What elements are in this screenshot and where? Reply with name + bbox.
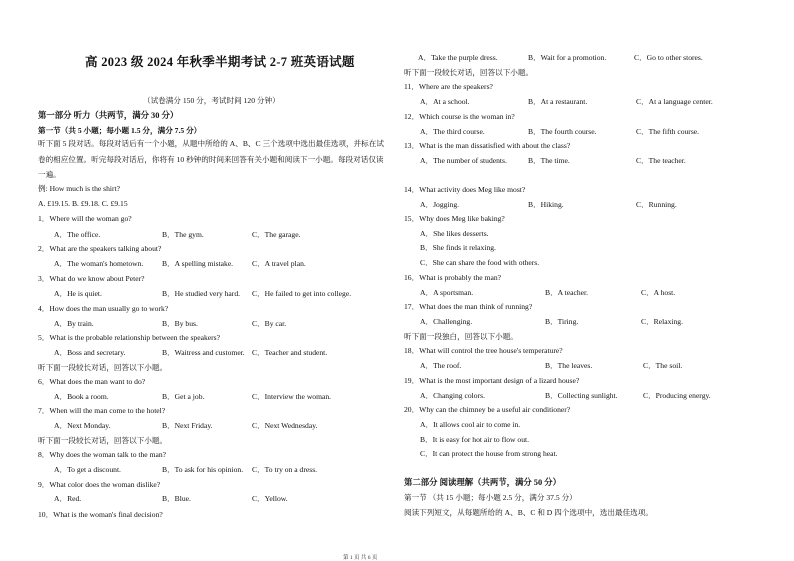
option-b: B．The gym.: [162, 230, 204, 239]
page-title: 高 2023 级 2024 年秋季半期考试 2-7 班英语试题: [85, 55, 355, 69]
option-b: B．Next Friday.: [162, 421, 213, 430]
option-b: B．The fourth course.: [528, 127, 597, 136]
option-b: B．Tiring.: [545, 317, 579, 326]
listening-instruction: 听下面一段较长对话，回答以下小题。: [38, 436, 168, 445]
question: 16．What is probably the man?: [404, 273, 502, 282]
option-c: C．The teacher.: [636, 156, 686, 165]
option-b: B．Waitress and customer.: [162, 348, 245, 357]
example-options: A. £19.15. B. £9.18. C. £9.15: [38, 199, 128, 208]
part2-instructions: 阅读下列短文，从每题所给的 A、B、C 和 D 四个选项中，选出最佳选项。: [404, 508, 653, 517]
option-b: B．A teacher.: [545, 288, 589, 297]
listening-instruction: 听下面一段较长对话，回答以下小题。: [38, 363, 168, 372]
question: 8．Why does the woman talk to the man?: [38, 450, 167, 459]
option-a: A．The roof.: [420, 361, 462, 370]
part2-heading: 第二部分 阅读理解（共两节，满分 50 分）: [404, 478, 562, 487]
question: 10．What is the woman's final decision?: [38, 510, 163, 519]
question: 1．Where will the woman go?: [38, 214, 132, 223]
option-c: C．The garage.: [252, 230, 301, 239]
option-b: B．To ask for his opinion.: [162, 465, 244, 474]
option-b: B．Collecting sunlight.: [545, 391, 618, 400]
question: 7．When will the man come to the hotel?: [38, 406, 166, 415]
question: 12．Which course is the woman in?: [404, 112, 515, 121]
option-c: C．She can share the food with others.: [420, 258, 540, 267]
option-c: C．At a language center.: [636, 97, 713, 106]
option-a: A．The woman's hometown.: [54, 259, 144, 268]
option-a: A．The third course.: [420, 127, 485, 136]
exam-info: （试卷满分 150 分，考试时间 120 分钟）: [143, 96, 280, 105]
example-question: 例: How much is the shirt?: [38, 184, 121, 193]
option-b: B．At a restaurant.: [528, 97, 588, 106]
option-c: C．Interview the woman.: [252, 392, 332, 401]
option-c: C．To try on a dress.: [252, 465, 318, 474]
question: 15．Why does Meg like baking?: [404, 214, 505, 223]
part1-section1: 第一节（共 5 小题；每小题 1.5 分，满分 7.5 分）: [38, 126, 202, 135]
option-a: A．The office.: [54, 230, 101, 239]
option-b: B．She finds it relaxing.: [420, 243, 496, 252]
option-c: C．The fifth course.: [636, 127, 700, 136]
option-b: B．He studied very hard.: [162, 289, 241, 298]
option-a: A．By train.: [54, 319, 94, 328]
option-c: C．Teacher and student.: [252, 348, 328, 357]
option-b: B．A spelling mistake.: [162, 259, 234, 268]
part1-instructions: 听下面 5 段对话。每段对话后有一个小题，从题中所给的 A、B、C 三个选项中选出最佳选项，并标在试卷的相应位置。听完每段对话后，你将有 10 秒钟的时间来回答有关小题和阅读下一小题。每段对话仅读一遍。: [38, 139, 384, 179]
question: 2．What are the speakers talking about?: [38, 244, 162, 253]
option-a: A．To get a discount.: [54, 465, 121, 474]
part1-heading: 第一部分 听力（共两节，满分 30 分）: [38, 111, 179, 120]
option-b: B．Get a job.: [162, 392, 205, 401]
option-a: A．Red.: [54, 494, 82, 503]
option-a: A．It allows cool air to come in.: [420, 420, 521, 429]
option-a: A．He is quiet.: [54, 289, 102, 298]
option-a: A．Book a room.: [54, 392, 109, 401]
question: 13．What is the man dissatisfied with about the class?: [404, 141, 571, 150]
question: 14．What activity does Meg like most?: [404, 185, 526, 194]
option-a: A．Changing colors.: [420, 391, 485, 400]
option-c: C．A host.: [641, 288, 676, 297]
option-c: C．Yellow.: [252, 494, 288, 503]
question: 19．What is the most important design of a lizard house?: [404, 376, 580, 385]
option-c: C．The soil.: [643, 361, 683, 370]
option-a: A．Boss and secretary.: [54, 348, 126, 357]
option-c: C．Running.: [636, 200, 677, 209]
option-c: C．It can protect the house from strong heat.: [420, 449, 558, 458]
option-b: B．Wait for a promotion.: [528, 53, 607, 62]
question: 18．What will control the tree house's temperature?: [404, 346, 563, 355]
option-a: A．The number of students.: [420, 156, 507, 165]
option-a: A．Next Monday.: [54, 421, 111, 430]
option-a: A．A sportsman.: [420, 288, 474, 297]
option-c: C．Next Wednesday.: [252, 421, 318, 430]
option-a: A．At a school.: [420, 97, 470, 106]
question: 20．Why can the chimney be a useful air conditioner?: [404, 405, 571, 414]
option-a: A．Take the purple dress.: [418, 53, 498, 62]
question: 17．What does the man think of running?: [404, 302, 533, 311]
page-footer: 第 1 页 共 6 页: [343, 555, 378, 561]
option-c: C．Go to other stores.: [634, 53, 703, 62]
option-a: A．She likes desserts.: [420, 229, 489, 238]
option-b: B．It is easy for hot air to flow out.: [420, 435, 530, 444]
option-b: B．Hiking.: [528, 200, 564, 209]
option-a: A．Challenging.: [420, 317, 473, 326]
question: 3．What do we know about Peter?: [38, 274, 145, 283]
part2-section1: 第一节 （共 15 小题；每小题 2.5 分，满分 37.5 分）: [404, 493, 577, 502]
option-b: B．Blue.: [162, 494, 191, 503]
listening-instruction: 听下面一段独白，回答以下小题。: [404, 332, 518, 341]
option-a: A．Jogging.: [420, 200, 460, 209]
question: 4．How does the man usually go to work?: [38, 304, 169, 313]
question: 9．What color does the woman dislike?: [38, 480, 161, 489]
option-b: B．The time.: [528, 156, 570, 165]
option-c: C．Relaxing.: [641, 317, 683, 326]
listening-instruction: 听下面一段较长对话，回答以下小题。: [404, 68, 534, 77]
question: 11．Where are the speakers?: [404, 82, 493, 91]
option-b: B．The leaves.: [545, 361, 593, 370]
question: 5．What is the probable relationship between the speakers?: [38, 333, 220, 342]
option-b: B．By bus.: [162, 319, 198, 328]
question: 6．What does the man want to do?: [38, 377, 146, 386]
option-c: C．A travel plan.: [252, 259, 306, 268]
option-c: C．By car.: [252, 319, 287, 328]
option-c: C．Producing energy.: [643, 391, 711, 400]
option-c: C．He failed to get into college.: [252, 289, 352, 298]
